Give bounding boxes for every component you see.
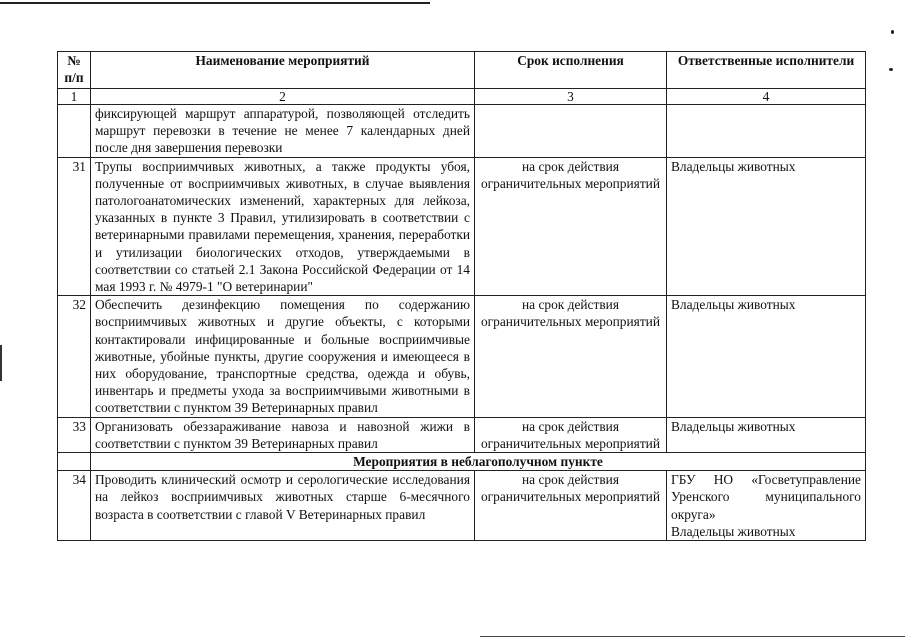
header-name: Наименование мероприятий <box>91 52 475 89</box>
row-term: на срок действия ограничительных мероприятий <box>475 157 667 296</box>
header-term: Срок исполнения <box>475 52 667 89</box>
continuation-text: фиксирующей маршрут аппаратурой, позволяющей отследить маршрут перевозки в течение не менее 7 календарных дней после дня завершения перевозки <box>91 105 475 158</box>
row-num-empty <box>58 105 91 158</box>
responsible-empty <box>667 105 866 158</box>
section-row <box>58 453 866 471</box>
table-row <box>58 417 866 452</box>
responsible-org: ГБУ НО «Госветуправление Уренского муниципального округа» <box>671 472 861 522</box>
row-number: 32 <box>58 296 91 417</box>
section-num-empty <box>58 453 91 471</box>
column-number-row <box>58 89 866 105</box>
table-row-continuation <box>58 105 866 158</box>
responsible-owners: Владельцы животных <box>671 523 796 539</box>
row-responsible: Владельцы животных <box>667 296 866 417</box>
row-measure: Организовать обеззараживание навоза и навозной жижи в соответствии с пунктом 39 Ветеринарных правил <box>91 417 475 452</box>
header-num: № п/п <box>58 52 91 89</box>
table-row <box>58 157 866 296</box>
term-empty <box>475 105 667 158</box>
row-measure: Обеспечить дезинфекцию помещения по содержанию восприимчивых животных и другие объекты, с которыми контактировали инфицированные и больные восприимчивые животные, убойные пункты, другие сооружения и имеющееся в них оборудование, транспортные средства, одежда и обувь, инвентарь и предметы ухода за восприимчивыми животными в соответствии с пунктом 39 Ветеринарных правил <box>91 296 475 417</box>
column-number: 3 <box>475 89 667 105</box>
table-row <box>58 296 866 417</box>
row-number: 31 <box>58 157 91 296</box>
scan-speck <box>891 30 894 34</box>
row-term: на срок действия ограничительных мероприятий <box>475 417 667 452</box>
scan-edge-line-top <box>0 2 430 4</box>
row-responsible: Владельцы животных <box>667 157 866 296</box>
row-term: на срок действия ограничительных мероприятий <box>475 296 667 417</box>
row-responsible: Владельцы животных <box>667 417 866 452</box>
row-term: на срок действия ограничительных мероприятий <box>475 471 667 541</box>
row-measure: Проводить клинический осмотр и серологические исследования на лейкоз восприимчивых животных старше 6-месячного возраста в соответствии с главой V Ветеринарных правил <box>91 471 475 541</box>
row-number: 33 <box>58 417 91 452</box>
table-header-row <box>58 52 866 89</box>
scan-margin-mark <box>0 345 2 381</box>
column-number: 2 <box>91 89 475 105</box>
column-number: 1 <box>58 89 91 105</box>
table-row <box>58 471 866 541</box>
column-number: 4 <box>667 89 866 105</box>
scan-speck <box>889 68 893 71</box>
section-title: Мероприятия в неблагополучном пункте <box>91 453 866 471</box>
row-number: 34 <box>58 471 91 541</box>
measures-table <box>57 51 866 541</box>
row-responsible <box>667 471 866 541</box>
header-responsible: Ответственные исполнители <box>667 52 866 89</box>
scan-edge-line-bottom <box>480 636 905 637</box>
row-measure: Трупы восприимчивых животных, а также продукты убоя, полученные от восприимчивых животных, в случае выявления патологоанатомических изменений, характерных для лейкоза, указанных в пункте 3 Правил, утилизировать в соответствии с ветеринарными правилами перемещения, хранения, переработки и утилизации биологических отходов, утверждаемыми в соответствии со статьей 2.1 Закона Российской Федерации от 14 мая 1993 г. № 4979-1 "О ветеринарии" <box>91 157 475 296</box>
